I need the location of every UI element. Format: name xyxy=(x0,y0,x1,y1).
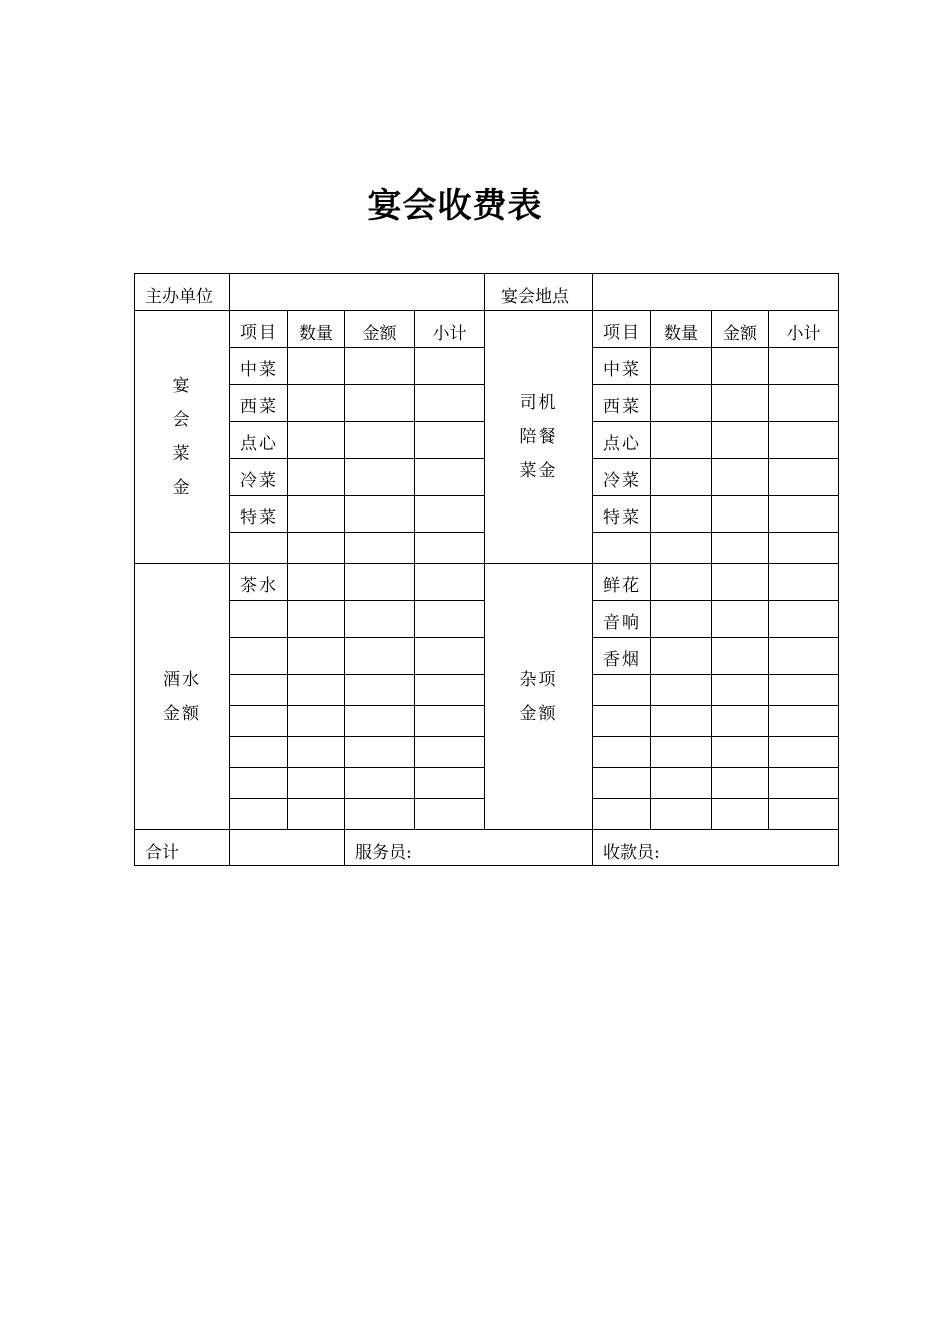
host-value-cell[interactable] xyxy=(230,274,485,311)
col-header-amount-right xyxy=(712,311,769,348)
entry-cell[interactable] xyxy=(651,638,712,675)
col-header-subtotal: 小计 xyxy=(432,324,467,344)
waiter-label: 服务员: xyxy=(355,843,412,863)
entry-cell[interactable] xyxy=(345,459,415,496)
entry-cell[interactable] xyxy=(345,638,415,675)
entry-cell[interactable] xyxy=(651,706,712,737)
item-cell xyxy=(230,768,288,799)
entry-cell[interactable] xyxy=(288,799,345,830)
venue-label: 宴会地点 xyxy=(501,287,569,307)
header-info-row xyxy=(135,274,839,311)
entry-cell[interactable] xyxy=(769,348,839,385)
drinks-item-label xyxy=(230,638,287,645)
misc-item-label: 鲜花 xyxy=(603,576,641,596)
entry-cell[interactable] xyxy=(712,601,769,638)
col-header-qty: 数量 xyxy=(299,324,333,344)
entry-cell[interactable] xyxy=(415,601,485,638)
item-cell xyxy=(230,706,288,737)
entry-cell[interactable] xyxy=(288,385,345,422)
fee-form-table xyxy=(134,273,839,866)
col-header-subtotal-left xyxy=(415,311,485,348)
entry-cell[interactable] xyxy=(288,737,345,768)
driver-label-line: 菜金 xyxy=(519,461,558,481)
driver-item-label: 冷菜 xyxy=(603,471,641,491)
entry-cell[interactable] xyxy=(769,459,839,496)
entry-cell[interactable] xyxy=(769,706,839,737)
drinks-label-line: 金额 xyxy=(163,703,201,724)
item-cell xyxy=(230,737,288,768)
drinks-item-label xyxy=(230,737,287,744)
item-cell xyxy=(593,601,651,638)
entry-cell[interactable] xyxy=(651,564,712,601)
banquet-item-label xyxy=(230,533,287,540)
col-header-item: 项目 xyxy=(240,323,278,343)
item-cell xyxy=(593,564,651,601)
drinks-item-label xyxy=(230,675,287,682)
entry-cell[interactable] xyxy=(769,638,839,675)
entry-cell[interactable] xyxy=(415,768,485,799)
entry-cell[interactable] xyxy=(651,348,712,385)
misc-item-label xyxy=(593,799,650,806)
banquet-item-label: 中菜 xyxy=(240,360,278,380)
entry-cell[interactable] xyxy=(288,601,345,638)
item-cell xyxy=(593,675,651,706)
item-cell xyxy=(593,737,651,768)
col-header-amount: 金额 xyxy=(362,324,397,344)
entry-cell[interactable] xyxy=(712,638,769,675)
entry-cell[interactable] xyxy=(288,533,345,564)
banquet-item-label: 特菜 xyxy=(240,508,278,528)
col-header-amount-left xyxy=(345,311,415,348)
driver-label-line: 司机 xyxy=(519,393,558,413)
entry-cell[interactable] xyxy=(769,533,839,564)
entry-cell[interactable] xyxy=(769,601,839,638)
form-body xyxy=(135,274,839,866)
footer-row xyxy=(135,830,839,866)
entry-cell[interactable] xyxy=(712,496,769,533)
misc-item-label xyxy=(593,768,650,775)
item-cell xyxy=(593,459,651,496)
item-cell xyxy=(230,459,288,496)
item-cell xyxy=(230,601,288,638)
entry-cell[interactable] xyxy=(712,799,769,830)
col-header-subtotal-right xyxy=(769,311,839,348)
entry-cell[interactable] xyxy=(651,496,712,533)
waiter-cell[interactable] xyxy=(345,830,593,866)
item-cell xyxy=(593,348,651,385)
host-label-cell xyxy=(135,274,230,311)
entry-cell[interactable] xyxy=(651,385,712,422)
entry-cell[interactable] xyxy=(712,675,769,706)
total-value-cell[interactable] xyxy=(230,830,345,866)
drinks-item-label xyxy=(230,601,287,608)
entry-cell[interactable] xyxy=(345,737,415,768)
entry-cell[interactable] xyxy=(712,533,769,564)
item-cell xyxy=(230,638,288,675)
total-label-cell xyxy=(135,830,230,866)
item-cell xyxy=(593,422,651,459)
entry-cell[interactable] xyxy=(288,422,345,459)
driver-item-label xyxy=(593,533,650,540)
entry-cell[interactable] xyxy=(415,385,485,422)
entry-cell[interactable] xyxy=(415,348,485,385)
entry-cell[interactable] xyxy=(345,385,415,422)
entry-cell[interactable] xyxy=(769,737,839,768)
drinks-item-label: 茶水 xyxy=(240,576,278,596)
entry-cell[interactable] xyxy=(415,706,485,737)
item-cell xyxy=(230,533,288,564)
entry-cell[interactable] xyxy=(415,737,485,768)
banquet-label-line: 菜 xyxy=(172,444,192,464)
entry-cell[interactable] xyxy=(769,385,839,422)
entry-cell[interactable] xyxy=(415,675,485,706)
entry-cell[interactable] xyxy=(345,768,415,799)
entry-cell[interactable] xyxy=(345,496,415,533)
entry-cell[interactable] xyxy=(345,601,415,638)
entry-cell[interactable] xyxy=(712,422,769,459)
cashier-cell[interactable] xyxy=(593,830,839,866)
drinks-item-label xyxy=(230,706,287,713)
banquet-item-label: 冷菜 xyxy=(240,471,278,491)
item-cell xyxy=(230,799,288,830)
column-header-row xyxy=(135,311,839,348)
entry-cell[interactable] xyxy=(415,496,485,533)
entry-cell[interactable] xyxy=(651,675,712,706)
drinks-item-label xyxy=(230,768,287,775)
item-cell xyxy=(230,422,288,459)
entry-cell[interactable] xyxy=(651,422,712,459)
misc-item-label: 香烟 xyxy=(603,650,641,670)
drinks-label-line: 酒水 xyxy=(163,669,201,690)
driver-item-label: 中菜 xyxy=(603,360,641,380)
entry-cell[interactable] xyxy=(769,422,839,459)
item-cell xyxy=(230,496,288,533)
entry-cell[interactable] xyxy=(415,533,485,564)
item-cell xyxy=(593,799,651,830)
drinks-section-label xyxy=(135,564,230,830)
driver-item-label: 点心 xyxy=(603,434,641,454)
entry-cell[interactable] xyxy=(651,768,712,799)
entry-cell[interactable] xyxy=(345,348,415,385)
banquet-label-line: 金 xyxy=(172,478,192,498)
col-header-amount: 金额 xyxy=(723,324,757,344)
entry-cell[interactable] xyxy=(769,496,839,533)
entry-cell[interactable] xyxy=(651,737,712,768)
item-cell xyxy=(230,675,288,706)
entry-cell[interactable] xyxy=(345,799,415,830)
entry-cell[interactable] xyxy=(288,564,345,601)
banquet-item-label: 点心 xyxy=(240,434,278,454)
misc-item-label xyxy=(593,706,650,713)
entry-cell[interactable] xyxy=(415,564,485,601)
misc-label-line: 金额 xyxy=(519,703,558,724)
item-cell xyxy=(593,706,651,737)
item-cell xyxy=(593,533,651,564)
item-cell xyxy=(230,385,288,422)
venue-label-cell xyxy=(485,274,593,311)
drinks-item-label xyxy=(230,799,287,806)
driver-section-label xyxy=(485,311,593,564)
col-header-item-left xyxy=(230,311,288,348)
host-label: 主办单位 xyxy=(145,287,213,307)
col-header-item-right xyxy=(593,311,651,348)
driver-item-label: 特菜 xyxy=(603,508,641,528)
col-header-subtotal: 小计 xyxy=(786,324,821,344)
banquet-label-line: 宴 xyxy=(172,376,192,396)
driver-item-label: 西菜 xyxy=(603,397,641,417)
item-cell xyxy=(230,564,288,601)
item-cell xyxy=(593,496,651,533)
col-header-item: 项目 xyxy=(603,323,641,343)
entry-cell[interactable] xyxy=(651,533,712,564)
entry-cell[interactable] xyxy=(651,601,712,638)
entry-cell[interactable] xyxy=(415,459,485,496)
item-cell xyxy=(593,638,651,675)
entry-cell[interactable] xyxy=(769,768,839,799)
cashier-label: 收款员: xyxy=(603,843,660,863)
entry-cell[interactable] xyxy=(345,564,415,601)
misc-item-label xyxy=(593,737,650,744)
entry-cell[interactable] xyxy=(651,799,712,830)
entry-cell[interactable] xyxy=(345,675,415,706)
col-header-qty-left xyxy=(288,311,345,348)
misc-item-label xyxy=(593,675,650,682)
misc-item-label: 音响 xyxy=(603,613,641,633)
entry-cell[interactable] xyxy=(345,706,415,737)
driver-label-line: 陪餐 xyxy=(519,427,558,447)
banquet-label-line: 会 xyxy=(172,410,192,430)
page-title: 宴会收费表 xyxy=(367,186,543,226)
banquet-section-label xyxy=(135,311,230,564)
entry-cell[interactable] xyxy=(712,768,769,799)
col-header-qty-right xyxy=(651,311,712,348)
entry-cell[interactable] xyxy=(415,799,485,830)
entry-cell[interactable] xyxy=(288,459,345,496)
entry-cell[interactable] xyxy=(651,459,712,496)
entry-cell[interactable] xyxy=(415,422,485,459)
entry-cell[interactable] xyxy=(415,638,485,675)
col-header-qty: 数量 xyxy=(664,324,698,344)
misc-section-label xyxy=(485,564,593,830)
item-cell xyxy=(593,768,651,799)
entry-cell[interactable] xyxy=(712,459,769,496)
entry-cell[interactable] xyxy=(288,768,345,799)
entry-cell[interactable] xyxy=(712,737,769,768)
item-cell xyxy=(230,348,288,385)
venue-value-cell[interactable] xyxy=(593,274,839,311)
total-label: 合计 xyxy=(145,843,179,863)
entry-cell[interactable] xyxy=(712,385,769,422)
entry-cell[interactable] xyxy=(712,348,769,385)
table-row xyxy=(135,564,839,601)
entry-cell[interactable] xyxy=(712,706,769,737)
misc-label-line: 杂项 xyxy=(519,669,558,690)
entry-cell[interactable] xyxy=(288,638,345,675)
entry-cell[interactable] xyxy=(288,706,345,737)
item-cell xyxy=(593,385,651,422)
entry-cell[interactable] xyxy=(288,348,345,385)
banquet-item-label: 西菜 xyxy=(240,397,278,417)
entry-cell[interactable] xyxy=(712,564,769,601)
entry-cell[interactable] xyxy=(769,675,839,706)
entry-cell[interactable] xyxy=(769,564,839,601)
entry-cell[interactable] xyxy=(288,675,345,706)
entry-cell[interactable] xyxy=(345,422,415,459)
entry-cell[interactable] xyxy=(288,496,345,533)
entry-cell[interactable] xyxy=(769,799,839,830)
entry-cell[interactable] xyxy=(345,533,415,564)
